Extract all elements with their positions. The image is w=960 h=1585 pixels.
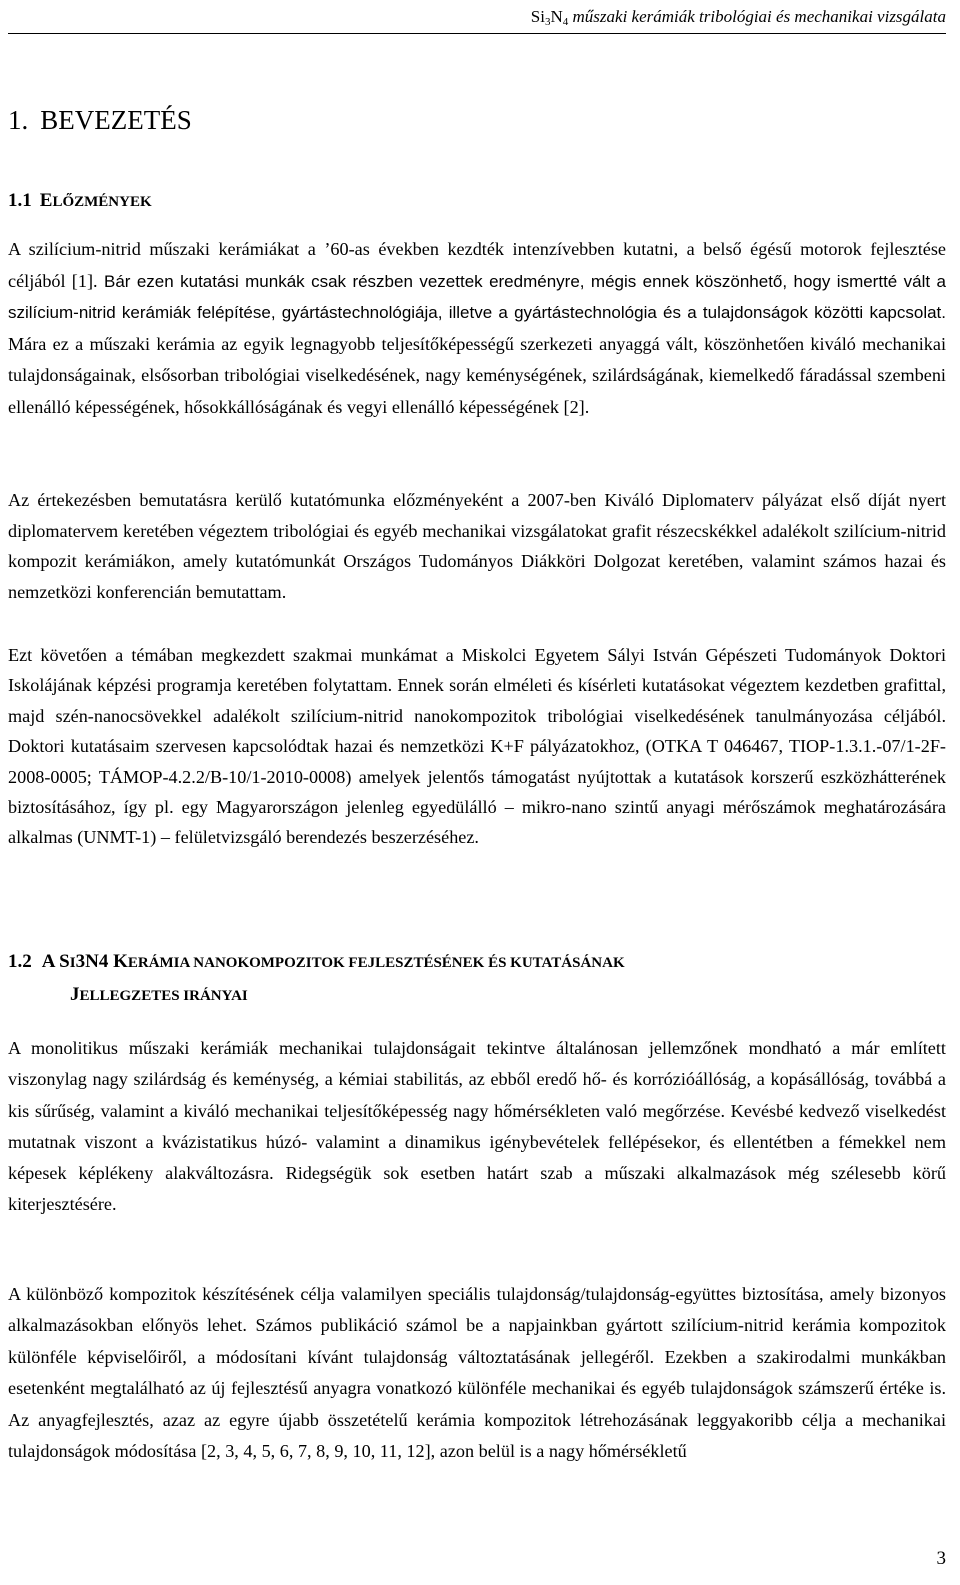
running-header bbox=[531, 6, 946, 28]
chapter-number: 1. bbox=[8, 105, 29, 135]
paragraph-1: A szilícium-nitrid műszaki kerámiákat a ’60-as években kezdték intenzívebben kutatni, a belső égésű motorok fejlesztése céljából [1]. Bár ezen kutatási munkák csak részben vezettek eredményre, mégis ennek köszönhető, hogy ismertté vált a szilícium-nitrid kerámiák felépítése, gyártástechnológiája, illetve a gyártástechnológia és a tulajdonságok közötti kapcsolat. Mára ez a műszaki kerámia az egyik legnagyobb teljesítőképességű szerkezeti anyaggá vált, köszönhetően kiváló mechanikai tulajdonságainak, elsősorban tribológiai viselkedésének, nagy keménységének, szilárdságának, kiemelkedő fáradással szembeni ellenálló képességének, hősokkállóságának és vegyi ellenálló képességének [2]. bbox=[8, 239, 946, 417]
paragraph-3: Ezt követően a témában megkezdett szakmai munkámat a Miskolci Egyetem Sályi István Gépészeti Tudományok Doktori Iskolájának képzési programja keretében folytattam. Ennek során elméleti és kísérleti kutatásokat végeztem kezdetben grafittal, majd szén-nanocsövekkel adalékolt szilícium-nitrid nanokompozitok tribológiai viselkedésének tanulmányozása céljából. Doktori kutatásaim szervesen kapcsolódtak hazai és nemzetközi K+F pályázatokhoz, (OTKA T 046467, TIOP-1.3.1.-07/1-2F-2008-0005; TÁMOP-4.2.2/B-10/1-2010-0008) amelyek jelentős támogatást nyújtottak a kutatások korszerű eszközhátterének biztosításához, így pl. egy Magyarországon jelenleg egyedülálló – mikro-nano szintű anyagi mérőszámok meghatározására alkalmas (UNMT-1) – felületvizsgáló berendezés beszerzéséhez. bbox=[8, 645, 946, 848]
page-number: 3 bbox=[936, 1548, 946, 1569]
section-heading-line-2: JELLEGZETES IRÁNYAI bbox=[70, 984, 248, 1005]
section-number: 1.1 bbox=[8, 190, 32, 211]
header-rule bbox=[8, 33, 946, 34]
section-number: 1.2 bbox=[8, 951, 32, 972]
paragraph-2: Az értekezésben bemutatásra kerülő kutatómunka előzményeként a 2007-ben Kiváló Diplomaterv pályázat első díját nyert diplomatervem keretében végeztem tribológiai és egyéb mechanikai vizsgálatokat grafit részecskékkel adalékolt szilícium-nitrid kompozit kerámiákon, amely kutatómunkát Országos Tudományos Diákköri Dolgozat keretében, valamint számos hazai és nemzetközi konferencián bemutattam. bbox=[8, 490, 946, 602]
section-heading-1-1: 1.1 ELŐZMÉNYEK bbox=[8, 190, 152, 211]
running-header-title: műszaki kerámiák tribológiai és mechanikai vizsgálata bbox=[568, 7, 946, 26]
chapter-title: BEVEZETÉS bbox=[40, 105, 192, 135]
paragraph-5: A különböző kompozitok készítésének célja valamilyen speciális tulajdonság/tulajdonság-együttes biztosítása, amely bizonyos alkalmazásokban előnyös lehet. Számos publikáció számol be a napjainkban gyártott szilícium-nitrid kerámia kompozitok különféle képviselőiről, a módosítani kívánt tulajdonság változtatásának jellegéről. Ezekben a szakirodalmi munkákban esetenként megtalálható az új fejlesztésű anyagra vonatkozó különféle mechanikai és egyéb tulajdonságok számszerű értéke is. Az anyagfejlesztés, azaz az egyre újabb összetételű kerámia kompozitok létrehozásának leggyakoribb célja a mechanikai tulajdonságok módosítása [2, 3, 4, 5, 6, 7, 8, 9, 10, 11, 12], azon belül is a nagy hőmérsékletű bbox=[8, 1284, 946, 1462]
section-heading-1-2: 1.2 A SI3N4 KERÁMIA NANOKOMPOZITOK FEJLESZTÉSÉNEK ÉS KUTATÁSÁNAK JELLEGZETES IRÁNYAI bbox=[8, 946, 888, 1012]
paragraph-4: A monolitikus műszaki kerámiák mechanikai tulajdonságait tekintve általánosan jellemzőnek mondható a már említett viszonylag nagy szilárdság és keménység, a kémiai stabilitás, az ebből eredő hő- és korrózióállóság, a kopásállóság, továbbá a kis sűrűség, valamint a kiváló mechanikai teljesítőképesség nagy hőmérsékleten való megőrzése. Kevésbé kedvező viselkedést mutatnak viszont a kvázistatikus húzó- valamint a dinamikus igénybevételek fellépésekor, és ellentétben a fémekkel nem képesek képlékeny alakváltozásra. Ridegségük sok esetben határt szab a műszaki alkalmazások még szélesebb körű kiterjesztésére. bbox=[8, 1038, 946, 1215]
chapter-heading bbox=[8, 103, 192, 137]
running-header-formula: $Si_3N_4$ bbox=[530, 7, 569, 28]
